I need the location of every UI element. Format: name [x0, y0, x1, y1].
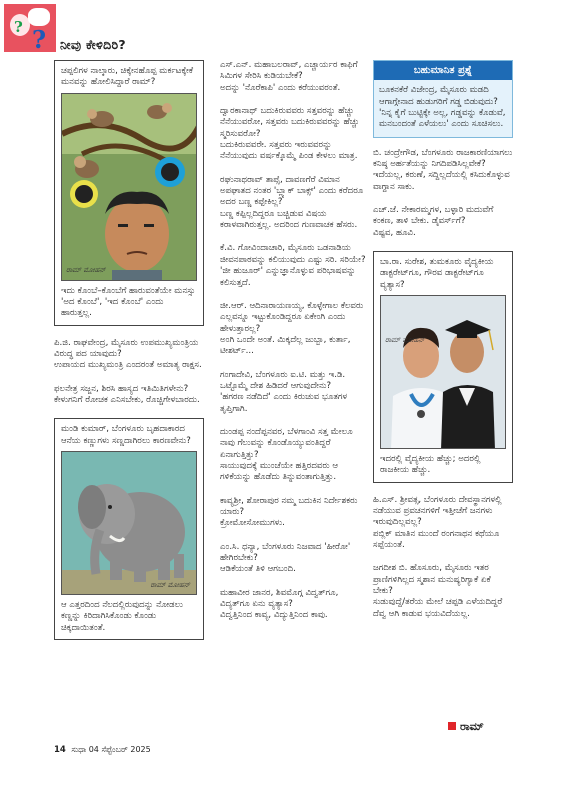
question-text: ಕೆ.ವಿ. ಗೋವಿಂದಾಚಾರಿ, ಮೈಸೂರು ಒಡನಾಡಿಯ ಜೀವನಪಾಠವನ್ನು ಕಲಿಯುವುದು ಎಷ್ಟು ಸರಿ. ಸರಿಯೇ?: [220, 243, 366, 265]
question-text: ಜಗದೀಶ ಬಿ. ಹೊಸೂರು, ಮೈಸೂರು ಇತರ ಪ್ರಾಣಿಗಳಿಗಿಲ್ಲದ ಸ್ಮಶಾನ ಮನುಷ್ಯರಿಗ್ಯಾಕೆ ಏಕೆ ಬೇಕು?: [373, 563, 491, 597]
question-text: ಫಲನೇತ್ರ ಸಜ್ಜನ, ಶಿರಸಿ ಹಾಸ್ಯದ ಇತಿಮಿತಿಗಳೇನು?: [54, 383, 189, 394]
qa-item: [220, 427, 368, 484]
answer-text: ವಿದ್ವತ್ತಿನಿಂದ ಕಾವ್ಯ, ವಿದ್ಯುತ್ತಿನಿಂದ ಕಾವು.: [220, 610, 328, 621]
qa-item: [220, 60, 368, 94]
answer-text: ಸಾಯುವುದಕ್ಕೆ ಮುಂಚೆಯೇ ಹತ್ತಿರದವರು ಆ ಗಳಿಕೆಯನ್ನು ಹೊಡೆದು ತಿನ್ನುವಂತಾಗುತ್ತಿತ್ತು.: [220, 460, 339, 483]
answer-text: 'ಹಗರಣ ನಡೆದಿದೆ' ಎಂದು ಕಿರುಚುವ ಭೂತಗಳ ತೃಪ್ತಿಗಾಗಿ.: [220, 392, 348, 414]
doctor-graduate-svg: [381, 296, 506, 449]
qa-item: [220, 243, 368, 288]
qa-item: [54, 384, 204, 407]
question-text: ಬೂಕನಕೆರೆ ವಿಜೇಂದ್ರ, ಮೈಸೂರು ಮಡದಿ ಆಗಾಗ್ಗೇನಾದ ಹುಡುಗರಿಗೆ ಗಡ್ಡ ಬಿಡುವುದು?: [379, 85, 498, 107]
doctor-graduate-illustration: [380, 295, 506, 449]
page-number: 14: [54, 745, 66, 755]
answer-text: ಆಡಿಕೆಯಂತೆ ತಿಳಿ ಆಗಬಂದಿ.: [220, 564, 296, 575]
answer-text: ಕೇಳುಗನಿಗೆ ರೋಚಕ ಎನಿಸಬೇಕು, ರೊಚ್ಚಿಗೇಳಬಾರದು.: [54, 395, 200, 406]
answer-text: ಕ್ರೋಮೋಸೋಮುಗಳು.: [220, 518, 285, 529]
question-text: ಹಿ.ಎಸ್. ಶ್ರೀವತ್ಸ, ಬೆಂಗಳೂರು ದೇವಸ್ಥಾನಗಳಲ್ಲಿ ನಡೆಯುವ ಪ್ರವಚನಗಳಿಗೆ ಇತ್ತೀಚೆಗೆ ಜನಗಳು ಇರುವುದಿಲ್ಲವಲ್ಲ?: [373, 494, 502, 528]
qa-item: [373, 205, 513, 239]
middle-column: [220, 60, 368, 634]
page-footer: [54, 745, 151, 756]
section-title: ನೀವು ಕೇಳಿದಿರಿ?: [60, 37, 126, 52]
author-byline: [448, 720, 484, 735]
question-text: ಕಾವ್ಯಶ್ರೀ, ಶೋರಾಪುರ ನಮ್ಮ ಬದುಕಿನ ನಿರ್ದೇಶಕರು ಯಾರು?: [220, 495, 358, 517]
question-text: ಎಚ್.ಜೆ. ನೇಕಾರಮ್ಮಗಳ, ಬಳ್ಳಾರಿ ಮದುವೆಗೆ ಕಂಕಣ, ತಾಳಿ ಬೇಕು. ಡೈವರ್ಸ್‌ಗೆ?: [373, 204, 494, 227]
answer-text: ಉಪಾಯದ ಮುಖ್ಯಮಂತ್ರಿ ಎಂದರಂತೆ ಅಮಾತ್ಯ ರಾಕ್ಷಸ.: [54, 360, 202, 371]
qa-item: [220, 370, 368, 415]
qa-item: [220, 542, 368, 576]
question-text: ಪಿ.ಜಿ. ರಾಘವೇಂದ್ರ, ಮೈಸೂರು ಉಪಮುಖ್ಯಮಂತ್ರಿಯ ವಿರುದ್ಧ ಪದ ಯಾವುದು?: [54, 337, 199, 360]
question-text: ಬಿ. ಚಂದ್ರೇಗೌಡ, ಬೆಂಗಳೂರು ರಾಜಕಾರಣಿಯಾಗಲು ಕನಿಷ್ಠ ಅರ್ಹತೆಯನ್ನು ನಿಗದಿಪಡಿಸಿಲ್ಲವೇಕೆ?: [373, 147, 513, 169]
answer-text: ಇದು ಕೊಂಬೆ–ಕೊಂಬೆಗೆ ಹಾರುವಂತೆಯೇ ಮನಸ್ಸು 'ಅದ ಕೊಂಬೆ', 'ಇದ ಕೊಂಬೆ' ಎಂದು ಹಾರುತ್ತಲ್ಲ.: [61, 285, 196, 319]
question-text: ಎಂ.ಸಿ. ಧನ್ಯಾ, ಬೆಂಗಳೂರು ನಿಜವಾದ 'ಹೀರೋ' ಹೇಗಿರಬೇಕು?: [220, 541, 351, 564]
question-text: ಗಂಗಾದೇವಿ, ಬೆಂಗಳೂರು ಐ.ಟಿ. ಮತ್ತು ಇ.ಡಿ. ಒಟ್ಟೊಮ್ಮೆ ದೇಶ ಹಿಡಿದರೆ ಆಗುವುದೇನು?: [220, 369, 346, 391]
section-logo: [4, 4, 56, 52]
qa-item: [373, 495, 513, 552]
artist-signature: ರಾಮ್ ಮೋಹನ್: [66, 266, 106, 275]
question-mark-icon: ?: [14, 18, 23, 36]
elephant-cartoon-illustration: [61, 451, 197, 595]
answer-text: 'ನಿನ್ನ ಕೈಗೆ ಬುಟ್ಟಿಕ್ಕೇ ಅಲ್ಲ, ಗಡ್ಡವನ್ನು ಕೊಡುವೆ, ಮನಬಂದಂತೆ ಎಳೆಯಲು' ಎಂದು ಸೂಚಿಸಲು.: [379, 107, 506, 130]
question-text: ದ್ವಾರಕಾನಾಥ್ ಬದುಕಿರುವವರು ಸತ್ತವರನ್ನು ಹೆಚ್ಚು ನೆನೆಯುವರೋ, ಸತ್ತವರು ಬದುಕಿರುವವರನ್ನು ಹೆಚ್ಚು ಸ್ಮರಿಸುವರೋ?: [220, 106, 360, 139]
qa-item: [54, 338, 204, 372]
question-text: ದುಂಡಪ್ಪ ನಂದೆಪ್ಪನವರ, ಬೆಳಗಾಂವಿ ಸತ್ತ ಮೇಲೂ ನಾವು ಗೆಲುವನ್ನು ಕೊಂಡೊಯ್ಯುವಂತಿದ್ದರೆ ಏನಾಗುತ್ತಿತ್ತು?: [220, 426, 353, 460]
qa-item: [220, 301, 368, 358]
illustrated-qa-box: [373, 251, 513, 483]
question-text: ಮಹಾವೀರ ಜಾನರ, ಶಿವಮೊಗ್ಗ ವಿದ್ವತ್‌ಗೂ, ವಿದ್ಯತ್‌ಗೂ ಏನು ವ್ಯತ್ಯಾಸ?: [220, 587, 339, 610]
red-square-icon: [448, 722, 456, 730]
question-text: ಮಂಡಿ ಕುಮಾರ್, ಬೆಂಗಳೂರು ಬೃಹದಾಕಾರದ ಆನೆಯ ಕಣ್ಣುಗಳು ಸಣ್ಣದಾಗಿರಲು ಕಾರಣವೇನು?: [61, 424, 191, 446]
question-mark-icon: ?: [32, 25, 47, 52]
elephant-cartoon-svg: [62, 452, 197, 595]
artist-signature: ರಾಮ್ ಮೋಹನ್: [150, 580, 190, 589]
artist-signature: ರಾಮ್ ಮೋಹನ್: [385, 336, 425, 344]
answer-text: ಇದೆಯಲ್ಲ, ಕರುಣೆ, ಸದ್ದಿಲ್ಲದೆಯಲ್ಲಿ ಕಸಿದುಕೊಳ್ಳುವ ವಾಗ್ದಾನ ಸಾಕು.: [373, 170, 510, 192]
right-column: [373, 60, 513, 632]
qa-item: [220, 588, 368, 622]
monkey-cartoon-svg: [62, 94, 197, 281]
prize-question-title: ಬಹುಮಾನಿತ ಪ್ರಶ್ನೆ: [374, 61, 512, 80]
question-text: ರಘುನಾಥರಾವ್ ತಾಪ್ಸೆ, ದಾವಣಗೆರೆ ವಿಮಾನ ಅಪಘಾತದ ನಂತರ 'ಬ್ಲ್ಯಾಕ್ ಬಾಕ್ಸ್' ಎಂದು ಕರೆದರೂ ಅದರ ಬಣ್ಣ ಕಪ್ಪೇಕಿಲ್ಲ?: [220, 174, 364, 208]
answer-text: ಬಣ್ಣ ಕಪ್ಪಿಲ್ಲದಿದ್ದರೂ ಬಚ್ಚಿಡುವ ವಿಷಯ ಕರಾಳವಾಗಿರುತ್ತಲ್ಲ. ಅದರಿಂದ ಗುಣವಾಚಕ ಹೆಸರು.: [220, 208, 358, 231]
illustrated-qa-box: [54, 418, 204, 640]
illustrated-qa-box: [54, 60, 204, 326]
question-text: ಎಸ್.ಎನ್. ಮಹಾಬಲರಾವ್, ಎಚ್ಚಾರ್ಯರ ಕಾಫಿಗೆ ಸಿಮಿಗಳ ಸೇರಿಸಿ ಕುಡಿಯಬೇಕೆ?: [220, 60, 358, 82]
answer-text: ಬದುಕಿರುವವರೇ. ಸತ್ತವರು ಇರುವವರನ್ನು ನೆನೆಯುವುದು ವರ್ಷಕ್ಕೊಮ್ಮೆ ಪಿಂಡ ಕೇಳಲು ಮಾತ್ರ.: [220, 140, 358, 162]
qa-item: [373, 563, 513, 620]
issue-info: ಸುಧಾ 04 ಸೆಪ್ಟೆಂಬರ್ 2025: [71, 745, 151, 754]
prize-question-box: [373, 60, 513, 138]
qa-item: [373, 148, 513, 193]
qa-item: [220, 175, 368, 232]
answer-text: ಇದರಲ್ಲಿ ವೈದ್ಯಕೀಯ ಹೆಚ್ಚು; ಅದರಲ್ಲಿ ರಾಜಕೀಯ ಹೆಚ್ಚು.: [380, 454, 481, 476]
answer-text: ವಿಷ್ಟವ, ಹೂವಿ.: [373, 227, 416, 238]
question-text: ಬಾ.ರಾ. ಸುರೇಶ, ತುಮಕೂರು ವೈದ್ಯಕೀಯ ಡಾಕ್ಟರೇಟ್‌ಗೂ, ಗೌರವ ಡಾಕ್ಟರೇಟ್‌ಗೂ ವ್ಯತ್ಯಾಸ?: [380, 256, 494, 290]
question-text: ಚಪ್ಪಲಿಗಳ ನಾಲ್ಕಾರು, ಚಿಕ್ಕೇನಹೊಪ್ಪ ಮರ್ಕಟಕ್ಕೇಕೆ ಮನವನ್ನು ಹೋಲಿಸಿದ್ದಾರೆ ರಾಮ್?: [61, 66, 194, 88]
left-column: [54, 60, 204, 652]
monkey-cartoon-illustration: [61, 93, 197, 281]
author-name: ರಾಮ್: [460, 720, 484, 733]
qa-item: [220, 496, 368, 530]
qa-item: [220, 106, 368, 163]
answer-text: ಅಂಗಿ ಒಂದೇ ಅಂತೆ. ಮಿಕ್ಕದೆಲ್ಲ ಜುಬ್ಬಾ, ಕುರ್ತಾ, ಟೀಶರ್ಟ್...: [220, 334, 351, 357]
answer-text: 'ಜೀ ಹುಜೂರ್' ಎನ್ನುಜ್ಞಾನೊಳ್ಳುವ ಪರಿಭಾಷವನ್ನು ಕಲಿಸುತ್ತದೆ.: [220, 266, 356, 288]
answer-text: ಆ ಎತ್ತರದಿಂದ ನೆಲದಲ್ಲಿರುವುದನ್ನು ನೋಡಲು ಕಣ್ಣನ್ನು ಕಿರಿದಾಗಿಸಿಕೊಂಡು ಕೊಂಡು ಚಿಕ್ಕದಾಯಿತಂತೆ.: [61, 600, 183, 633]
answer-text: ಪಬ್ಲಿಕ್ ಮಾತಿನ ಮುಂದೆ ರಂಗನಾಥನ ಕಥೆಯೂ ಸಪ್ಪೆಯಂತೆ.: [373, 528, 500, 551]
answer-text: ಸುಡುವುದ್ದೆ/ತರೆಯ ಮೇಲೆ ಚಪ್ಪಡಿ ಎಳೆಯದಿದ್ದರೆ ದೆವ್ವ ಆಗಿ ಕಾಡುವ ಭಯವಿದೆಯಲ್ಲ.: [373, 597, 503, 619]
question-text: ಜೀ.ಆರ್. ಆದಿನಾರಾಯಣಯ್ಯ, ಕೊಳ್ಳೇಗಾಲ ಕೆಲವರು ಎಲ್ಲವನ್ನೂ ಇಟ್ಟುಕೊಂಡಿದ್ದರೂ ಏಕೇಂಗಿ ಎಂದು ಹೇಳುತ್ತಾರಲ್ಲ?: [220, 300, 364, 334]
answer-text: ಅದನ್ನು 'ನೊರೆಕಾಪಿ' ಎಂದು ಕರೆಯುವರಂತೆ.: [220, 82, 341, 93]
